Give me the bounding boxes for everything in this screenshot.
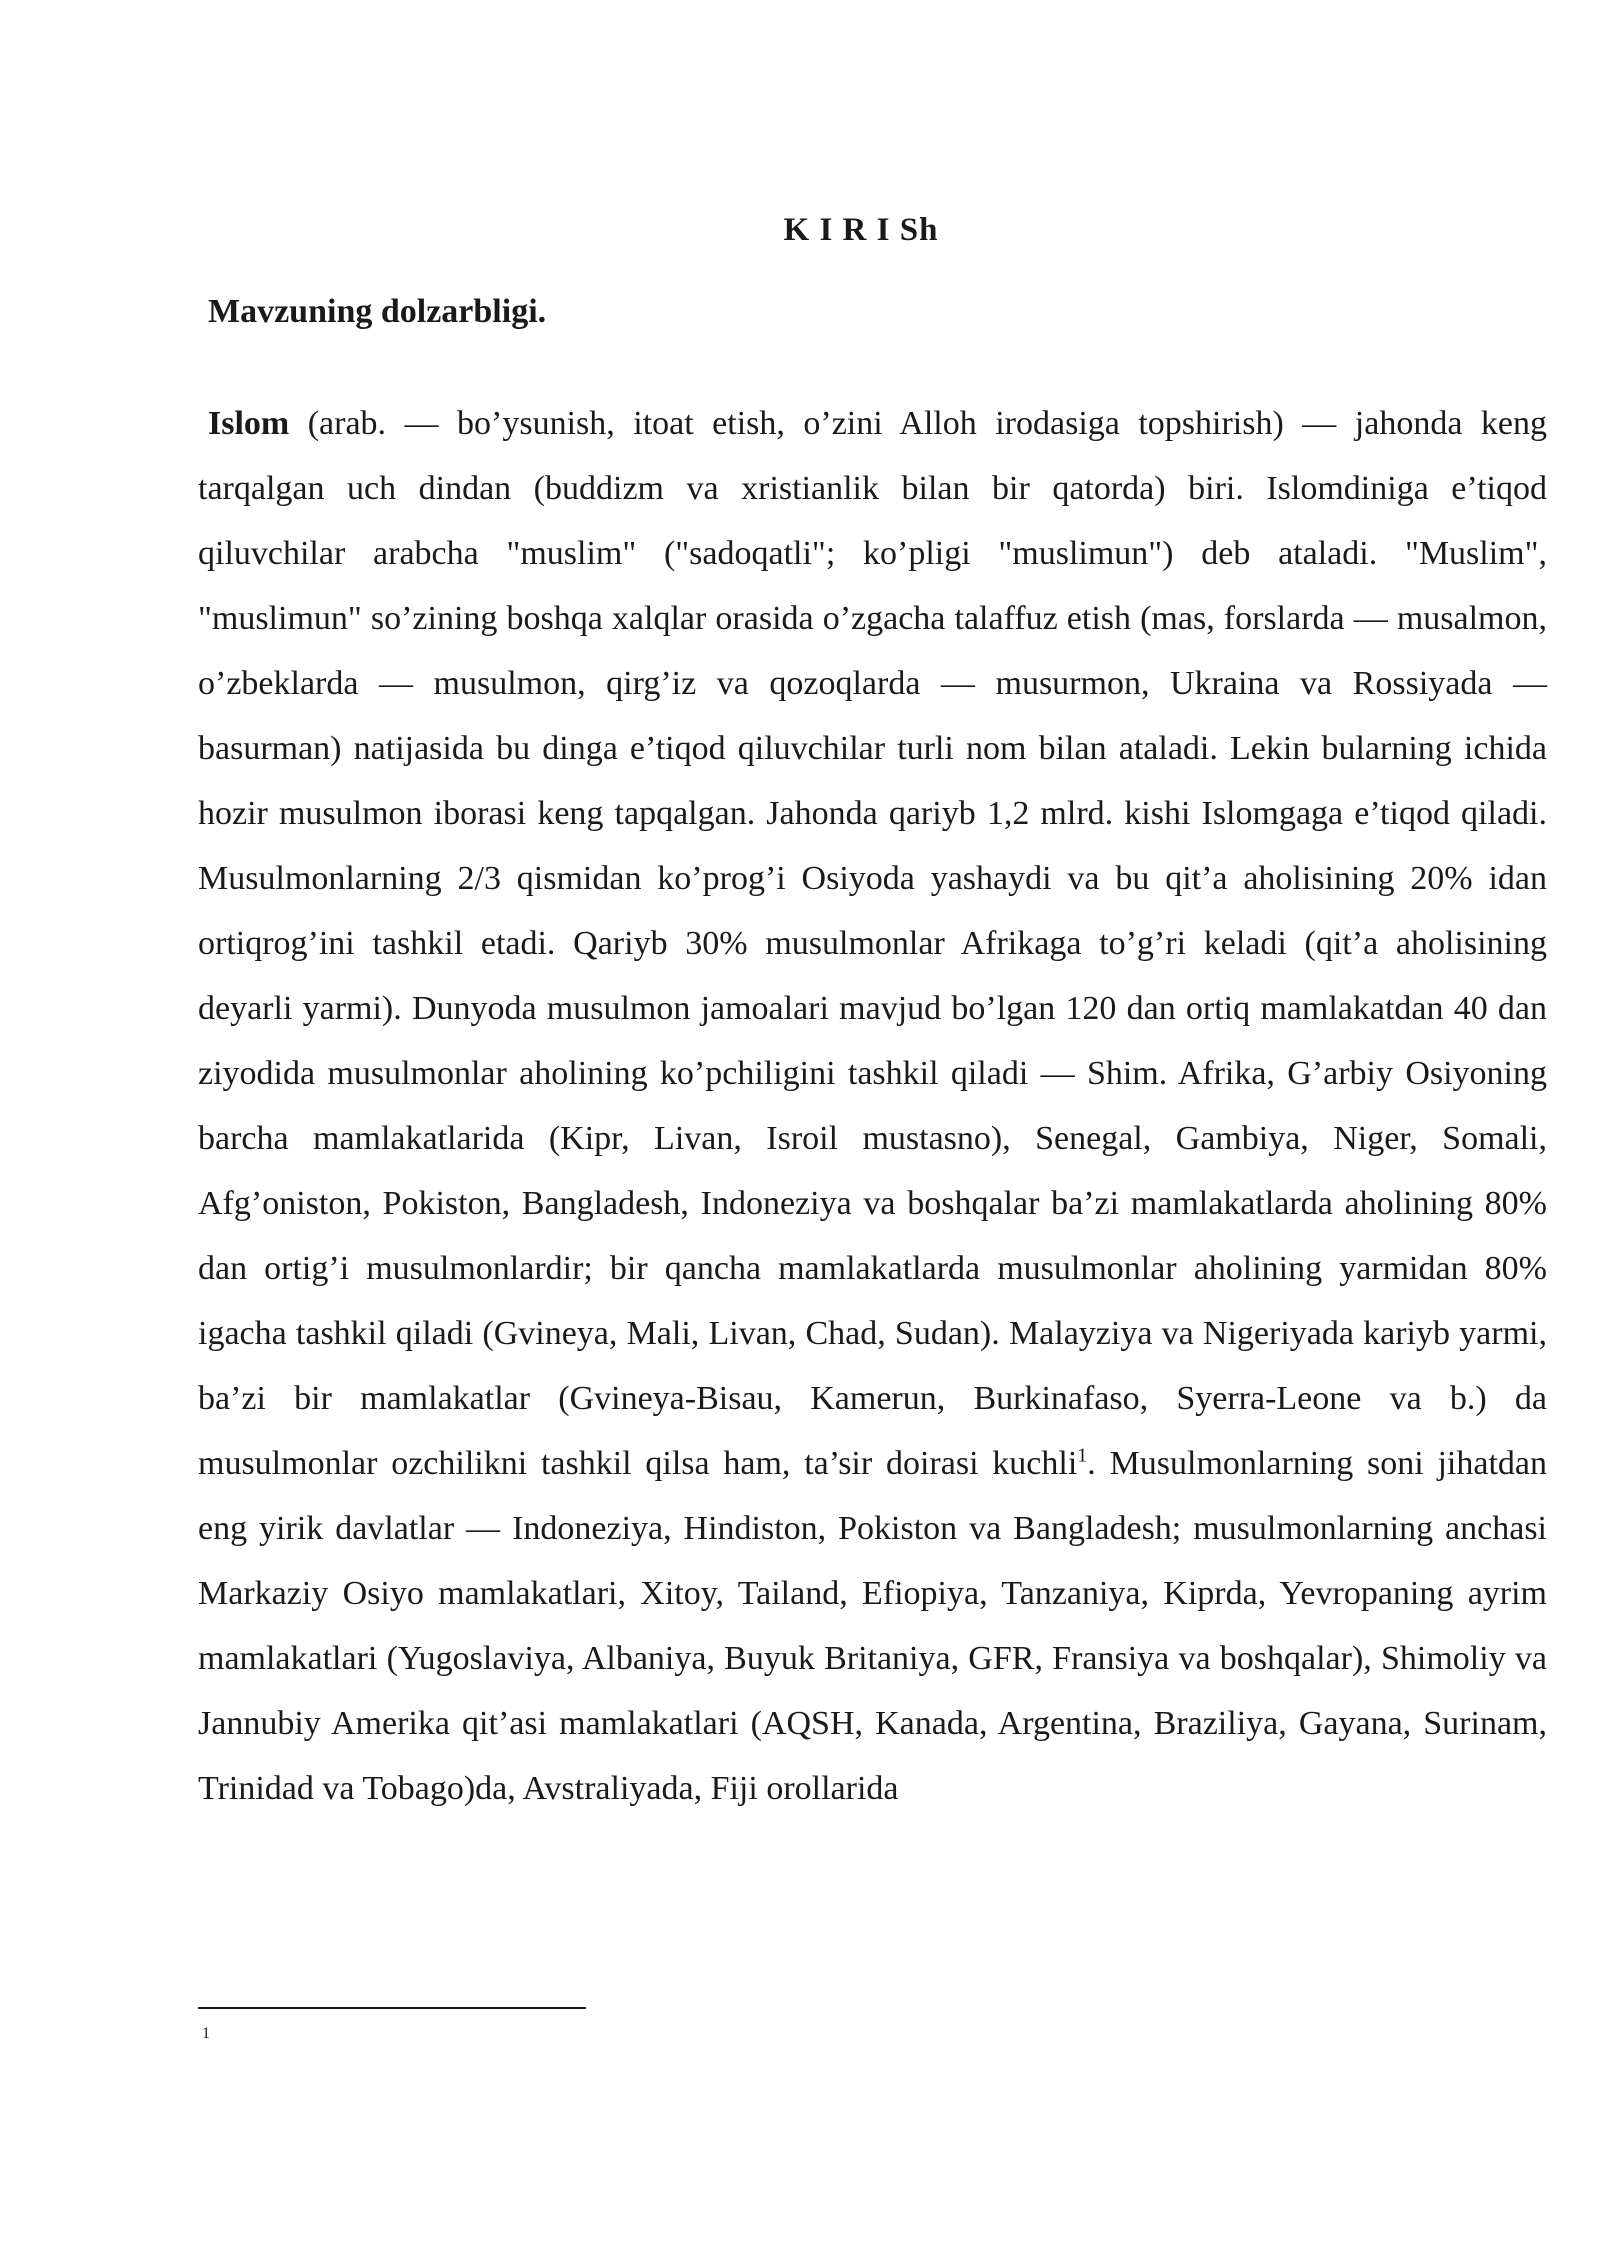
footnote-reference[interactable]: 1 bbox=[1077, 1444, 1088, 1467]
lead-term: Islom bbox=[208, 405, 290, 442]
footnote-marker: 1 bbox=[202, 2025, 210, 2042]
body-paragraph bbox=[198, 391, 1547, 1821]
page-title: K I R I Sh bbox=[783, 212, 939, 248]
paragraph-text-part-2: . Musulmonlarning soni jihatdan eng yirik davlatlar — Indoneziya, Hindiston, Pokiston va Bangladesh; musulmonlarning anchasi Markaziy Osiyo mamlakatlari, Xitoy, Tailand, Efiopiya, Tanzaniya, Kiprda, Yevropaning ayrim mamlakatlari (Yugoslaviya, Albaniya, Buyuk Britaniya, GFR, Fransiya va boshqalar), Shimoliy va Jannubiy Amerika qit’asi mamlakatlari (AQSH, Kanada, Argentina, Braziliya, Gayana, Surinam, Trinidad va Tobago)da, Avstraliyada, Fiji orollarida bbox=[198, 1445, 1547, 1807]
section-heading: Mavzuning dolzarbligi. bbox=[208, 293, 547, 330]
footnote-separator bbox=[198, 2007, 586, 2009]
paragraph-text-part-1: (arab. — bo’ysunish, itoat etish, o’zini Alloh irodasiga topshirish) — jahonda keng tarqalgan uch dindan (buddizm va xristianlik bilan bir qatorda) biri. Islomdiniga e’tiqod qiluvchilar arabcha "muslim" ("sadoqatli"; ko’pligi "muslimun") deb ataladi. "Muslim", "muslimun" so’zining boshqa xalqlar orasida o’zgacha talaffuz etish (mas, forslarda — musalmon, o’zbeklarda — musulmon, qirg’iz va qozoqlarda — musurmon, Ukraina va Rossiyada — basurman) natijasida bu dinga e’tiqod qiluvchilar turli nom bilan ataladi. Lekin bularning ichida hozir musulmon iborasi keng tapqalgan. Jahonda qariyb 1,2 mlrd. kishi Islomgaga e’tiqod qiladi. Musulmonlarning 2/3 qismidan ko’prog’i Osiyoda yashaydi va bu qit’a aholisining 20% idan ortiqrog’ini tashkil etadi. Qariyb 30% musulmonlar Afrikaga to’g’ri keladi (qit’a aholisining deyarli yarmi). Dunyoda musulmon jamoalari mavjud bo’lgan 120 dan ortiq mamlakatdan 40 dan ziyodida musulmonlar aholining ko’pchiligini tashkil qiladi — Shim. Afrika, G’arbiy Osiyoning barcha mamlakatlarida (Kipr, Livan, Isroil mustasno), Senegal, Gambiya, Niger, Somali, Afg’oniston, Pokiston, Bangladesh, Indoneziya va boshqalar ba’zi mamlakatlarda aholining 80% dan ortig’i musulmonlardir; bir qancha mamlakatlarda musulmonlar aholining yarmidan 80% igacha tashkil qiladi (Gvineya, Mali, Livan, Chad, Sudan). Malayziya va Nigeriyada kariyb yarmi, ba’zi bir mamlakatlar (Gvineya-Bisau, Kamerun, Burkinafaso, Syerra-Leone va b.) da musulmonlar ozchilikni tashkil qilsa ham, ta’sir doirasi kuchli bbox=[198, 405, 1547, 1482]
